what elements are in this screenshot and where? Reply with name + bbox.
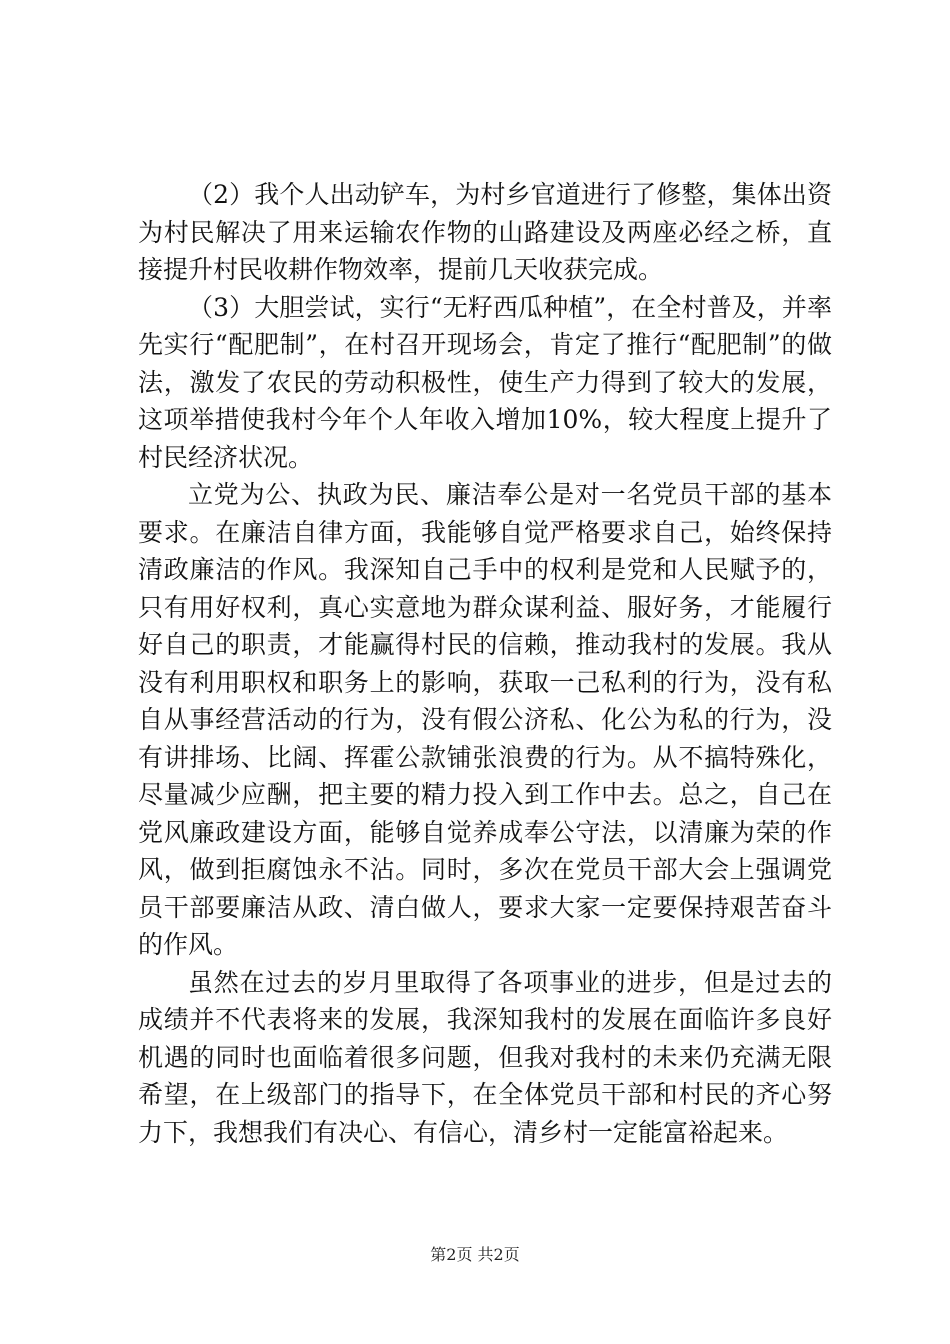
paragraph-item-3: （3）大胆尝试，实行“无籽西瓜种植”，在全村普及，并率先实行“配肥制”，在村召开现场会，肯定了推行“配肥制”的做法，激发了农民的劳动积极性，使生产力得到了较大的发展，这项举措使我村今年个人年收入增加10%，较大程度上提升了村民经济状况。 bbox=[138, 292, 832, 472]
paragraph-conclusion: 虽然在过去的岁月里取得了各项事业的进步，但是过去的成绩并不代表将来的发展，我深知我村的发展在面临许多良好机遇的同时也面临着很多问题，但我对我村的未来仍充满无限希望，在上级部门的指导下，在全体党员干部和村民的齐心努力下，我想我们有决心、有信心，清乡村一定能富裕起来。 bbox=[138, 967, 832, 1147]
document-body bbox=[138, 176, 832, 1151]
page-number-footer: 第2页 共2页 bbox=[430, 1245, 520, 1264]
paragraph-item-2: （2）我个人出动铲车，为村乡官道进行了修整，集体出资为村民解决了用来运输农作物的山路建设及两座必经之桥，直接提升村民收耕作物效率，提前几天收获完成。 bbox=[138, 180, 832, 284]
paragraph-integrity: 立党为公、执政为民、廉洁奉公是对一名党员干部的基本要求。在廉洁自律方面，我能够自觉严格要求自己，始终保持清政廉洁的作风。我深知自己手中的权利是党和人民赋予的，只有用好权利，真心实意地为群众谋利益、服好务，才能履行好自己的职责，才能赢得村民的信赖，推动我村的发展。我从没有利用职权和职务上的影响，获取一己私利的行为，没有私自从事经营活动的行为，没有假公济私、化公为私的行为，没有讲排场、比阔、挥霍公款铺张浪费的行为。从不搞特殊化，尽量减少应酬，把主要的精力投入到工作中去。总之，自己在党风廉政建设方面，能够自觉养成奉公守法，以清廉为荣的作风，做到拒腐蚀永不沾。同时，多次在党员干部大会上强调党员干部要廉洁从政、清白做人，要求大家一定要保持艰苦奋斗的作风。 bbox=[138, 480, 832, 959]
